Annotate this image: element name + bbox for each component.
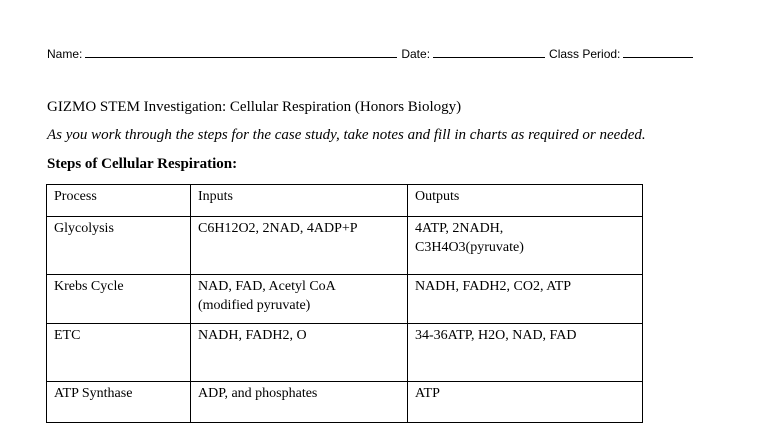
date-blank[interactable] (433, 47, 545, 58)
process-cell: ATP Synthase (47, 382, 191, 423)
header-inputs: Inputs (191, 185, 408, 217)
outputs-cell[interactable] (408, 217, 643, 275)
outputs-line: 4ATP, 2NADH, (415, 221, 504, 236)
inputs-cell[interactable]: NADH, FADH2, O (191, 324, 408, 382)
table-header-row (47, 185, 643, 217)
table-row-krebs-cycle (47, 275, 643, 324)
table-row-atp-synthase (47, 382, 643, 423)
inputs-line: (modified pyruvate) (198, 298, 311, 313)
date-label: Date: (401, 47, 431, 61)
respiration-steps-table (46, 184, 643, 423)
inputs-cell[interactable]: ADP, and phosphates (191, 382, 408, 423)
document-title: GIZMO STEM Investigation: Cellular Respiration (Honors Biology) (47, 99, 462, 115)
student-info-line (47, 47, 693, 61)
outputs-cell[interactable]: NADH, FADH2, CO2, ATP (408, 275, 643, 324)
outputs-line: C3H4O3(pyruvate) (415, 240, 524, 255)
table-row-glycolysis (47, 217, 643, 275)
header-outputs: Outputs (408, 185, 643, 217)
process-cell: Glycolysis (47, 217, 191, 275)
process-cell: Krebs Cycle (47, 275, 191, 324)
inputs-cell[interactable]: C6H12O2, 2NAD, 4ADP+P (191, 217, 408, 275)
name-blank[interactable] (85, 47, 397, 58)
instructions-text: As you work through the steps for the case study, take notes and fill in charts as required or needed. (47, 127, 646, 143)
outputs-cell[interactable]: ATP (408, 382, 643, 423)
inputs-line: NAD, FAD, Acetyl CoA (198, 279, 336, 294)
process-cell: ETC (47, 324, 191, 382)
class-period-label: Class Period: (549, 47, 621, 61)
header-process: Process (47, 185, 191, 217)
section-title: Steps of Cellular Respiration: (47, 156, 238, 172)
inputs-cell[interactable] (191, 275, 408, 324)
table-row-etc (47, 324, 643, 382)
name-label: Name: (47, 47, 83, 61)
class-period-blank[interactable] (623, 47, 693, 58)
outputs-cell[interactable]: 34-36ATP, H2O, NAD, FAD (408, 324, 643, 382)
